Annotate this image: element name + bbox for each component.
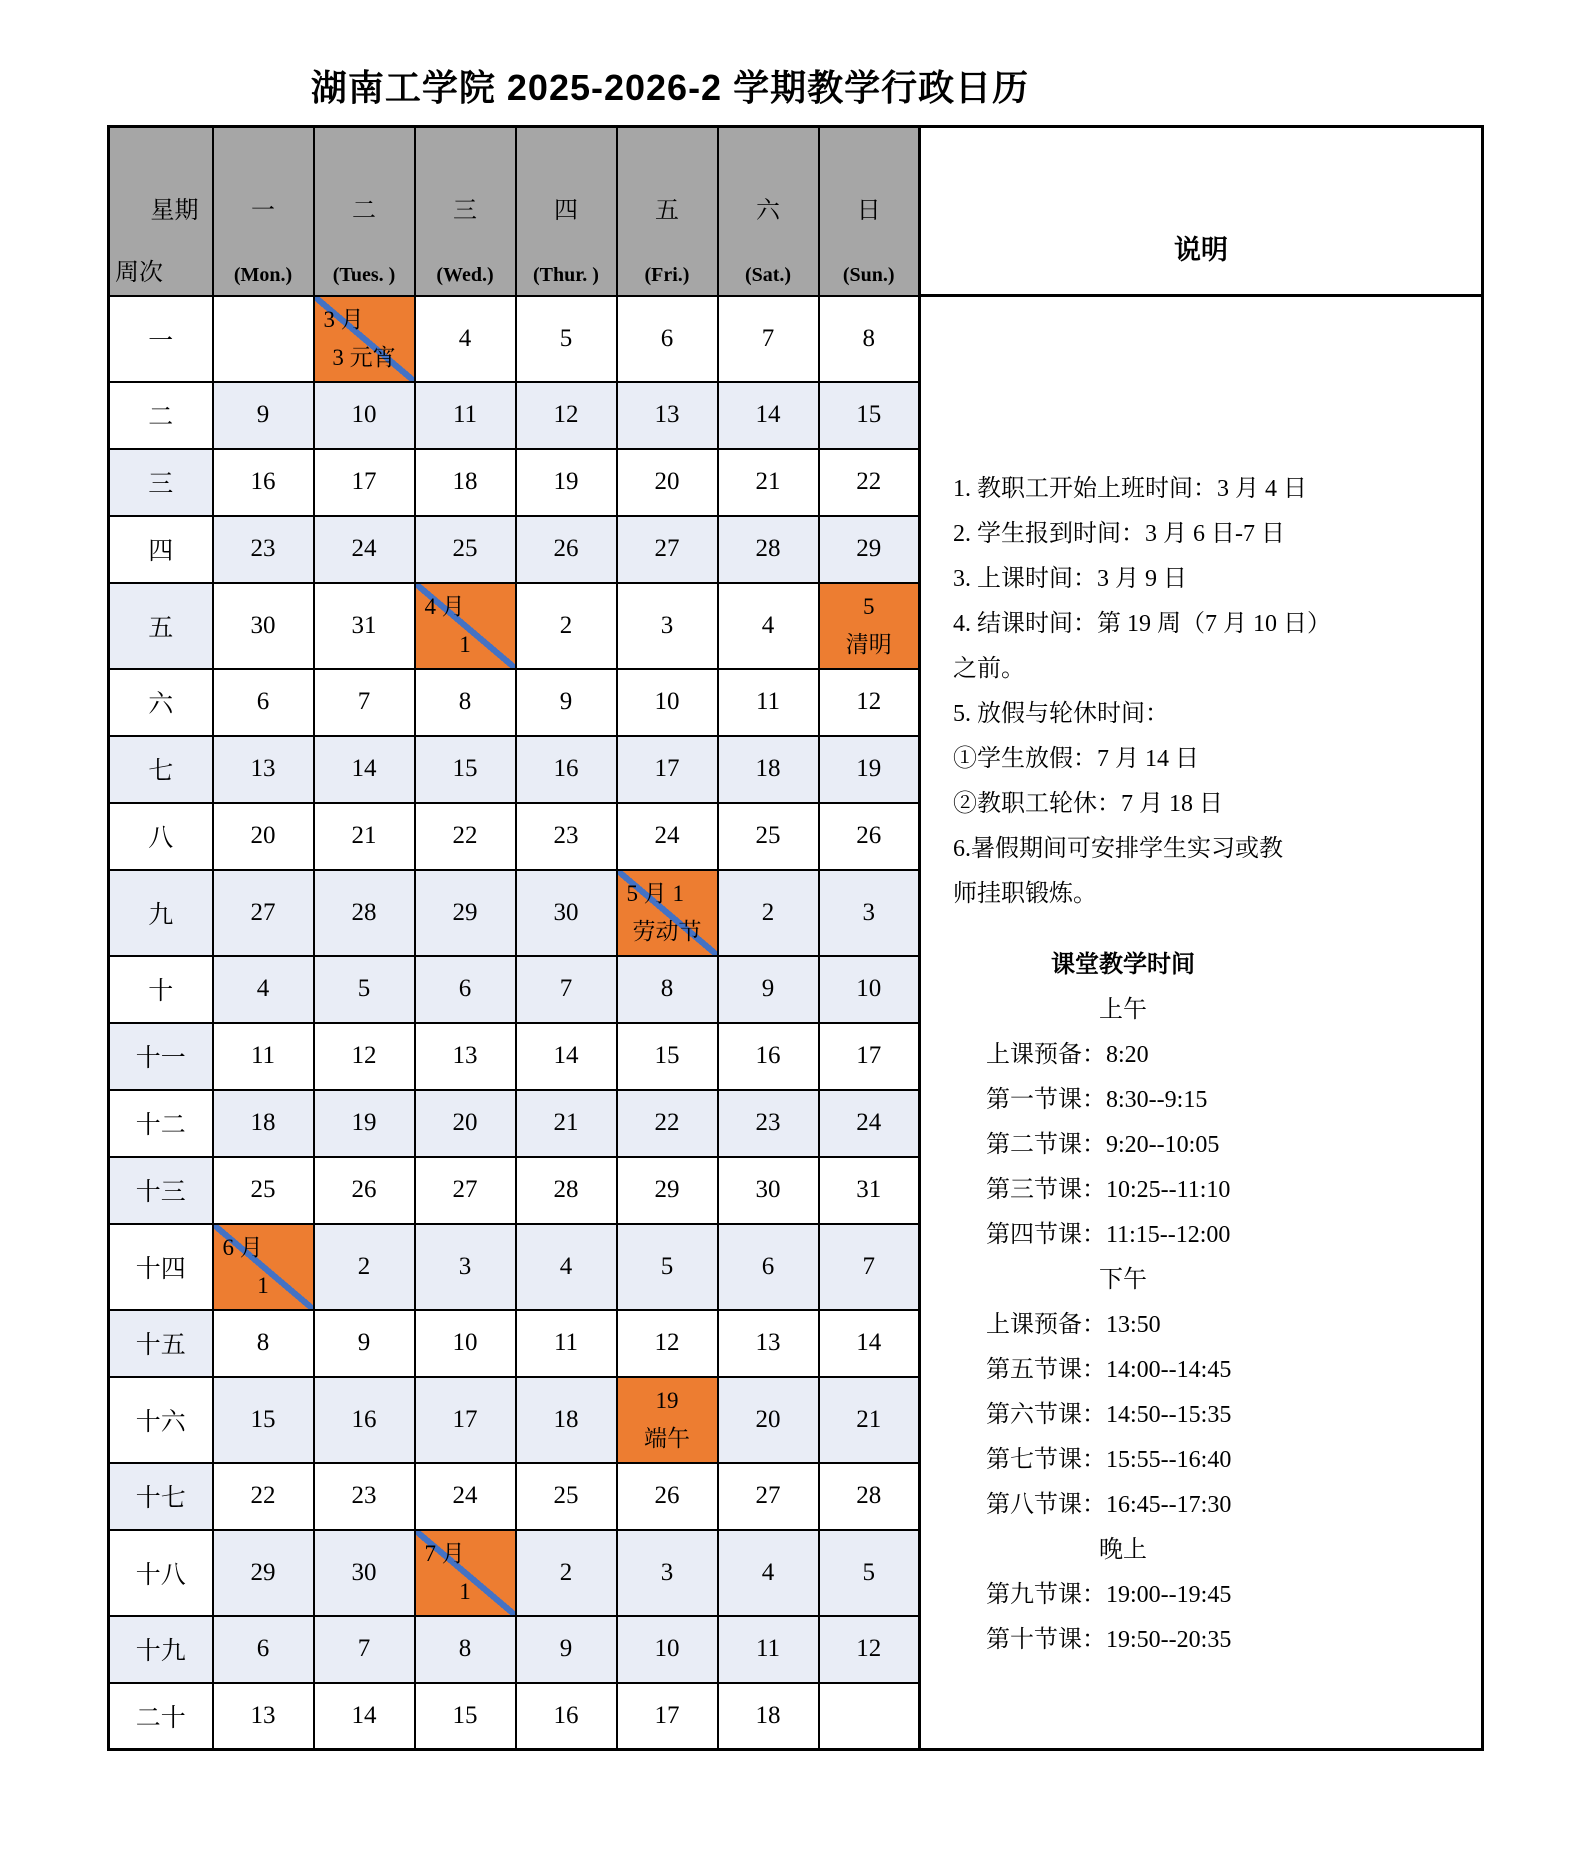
day-cell: 17 [617, 1683, 718, 1750]
holiday-line2: 1 [459, 631, 471, 657]
day-cell: 18 [516, 1377, 617, 1463]
notes-line: ②教职工轮休：7 月 18 日 [953, 791, 1223, 817]
notes-line: 1. 教职工开始上班时间：3 月 4 日 [953, 476, 1307, 502]
day-header-tue [314, 127, 415, 296]
notes-line: 师挂职锻炼。 [953, 881, 1097, 907]
week-label: 十七 [109, 1463, 213, 1530]
day-cell: 18 [213, 1090, 314, 1157]
day-cell: 18 [415, 449, 516, 516]
holiday-cell [617, 1377, 718, 1463]
notes-line: 第二节课：9:20--10:05 [986, 1132, 1220, 1158]
day-cell: 6 [213, 1616, 314, 1683]
week-label: 十九 [109, 1616, 213, 1683]
day-cell: 6 [718, 1224, 819, 1310]
notes-line: 3. 上课时间：3 月 9 日 [953, 566, 1187, 592]
day-cell: 2 [516, 1530, 617, 1616]
notes-line: 第七节课：15:55--16:40 [986, 1447, 1232, 1473]
day-cell [213, 296, 314, 382]
day-cell: 19 [819, 736, 920, 803]
day-cell: 6 [617, 296, 718, 382]
day-cell: 10 [819, 956, 920, 1023]
day-cell: 13 [617, 382, 718, 449]
day-cell: 7 [516, 956, 617, 1023]
week-axis-label: 周次 [115, 259, 163, 286]
week-label: 四 [109, 516, 213, 583]
day-cell: 4 [415, 296, 516, 382]
day-cell: 4 [718, 583, 819, 669]
holiday-line2: 清明 [845, 631, 892, 657]
notes-line: 第四节课：11:15--12:00 [986, 1222, 1231, 1248]
day-cell: 12 [314, 1023, 415, 1090]
day-cell: 10 [314, 382, 415, 449]
day-cell: 11 [213, 1023, 314, 1090]
day-header-cn-label: 六 [756, 198, 780, 224]
day-cell: 26 [516, 516, 617, 583]
day-cell: 5 [617, 1224, 718, 1310]
day-cell: 28 [516, 1157, 617, 1224]
day-cell: 3 [617, 1530, 718, 1616]
day-cell: 26 [819, 803, 920, 870]
day-header-en-label: (Tues. ) [332, 263, 396, 286]
day-header-fri [617, 127, 718, 296]
notes-line: ①学生放假：7 月 14 日 [953, 746, 1199, 772]
day-cell: 26 [617, 1463, 718, 1530]
day-cell: 12 [516, 382, 617, 449]
day-cell: 16 [213, 449, 314, 516]
day-cell: 5 [819, 1530, 920, 1616]
day-cell: 4 [718, 1530, 819, 1616]
holiday-cell [617, 870, 718, 956]
day-cell [819, 1683, 920, 1750]
notes-line: 2. 学生报到时间：3 月 6 日-7 日 [953, 521, 1285, 547]
day-cell: 11 [718, 1616, 819, 1683]
holiday-cell [415, 1530, 516, 1616]
week-label: 十 [109, 956, 213, 1023]
holiday-cell [314, 296, 415, 382]
day-cell: 31 [314, 583, 415, 669]
day-cell: 27 [213, 870, 314, 956]
day-header-cn-label: 五 [655, 198, 679, 224]
week-label: 十一 [109, 1023, 213, 1090]
day-cell: 24 [415, 1463, 516, 1530]
day-cell: 23 [314, 1463, 415, 1530]
day-header-cn-label: 二 [352, 198, 376, 224]
day-header-en-label: (Sat.) [744, 263, 792, 286]
holiday-line2: 1 [257, 1272, 269, 1298]
week-label: 八 [109, 803, 213, 870]
notes-line [953, 917, 1463, 943]
holiday-line1: 7 月 [424, 1540, 465, 1566]
day-cell: 7 [718, 296, 819, 382]
week-label: 十八 [109, 1530, 213, 1616]
day-cell: 14 [314, 736, 415, 803]
day-cell: 12 [617, 1310, 718, 1377]
day-cell: 23 [718, 1090, 819, 1157]
notes-line: 6.暑假期间可安排学生实习或教 [953, 836, 1283, 862]
day-cell: 6 [213, 669, 314, 736]
day-cell: 7 [314, 669, 415, 736]
holiday-line1: 4 月 [424, 593, 465, 619]
day-cell: 27 [415, 1157, 516, 1224]
holiday-line2: 3 元宵 [332, 344, 396, 370]
day-cell: 11 [415, 382, 516, 449]
day-cell: 5 [314, 956, 415, 1023]
day-cell: 23 [516, 803, 617, 870]
notes-line: 之前。 [953, 656, 1025, 682]
day-cell: 15 [617, 1023, 718, 1090]
day-cell: 9 [314, 1310, 415, 1377]
calendar-table [107, 125, 1484, 1751]
day-cell: 10 [617, 669, 718, 736]
day-cell: 20 [415, 1090, 516, 1157]
day-header-en-label: (Thur. ) [533, 263, 599, 286]
week-label: 二十 [109, 1683, 213, 1750]
day-cell: 15 [415, 1683, 516, 1750]
day-cell: 3 [617, 583, 718, 669]
day-header-cn-label: 三 [453, 198, 477, 224]
week-label: 六 [109, 669, 213, 736]
day-cell: 26 [314, 1157, 415, 1224]
day-cell: 27 [617, 516, 718, 583]
day-cell: 4 [213, 956, 314, 1023]
day-cell: 8 [819, 296, 920, 382]
day-cell: 12 [819, 1616, 920, 1683]
day-cell: 9 [516, 669, 617, 736]
day-cell: 29 [819, 516, 920, 583]
day-cell: 23 [213, 516, 314, 583]
day-cell: 17 [415, 1377, 516, 1463]
header-row [109, 127, 1483, 296]
notes-line: 第八节课：16:45--17:30 [986, 1492, 1232, 1518]
day-cell: 14 [516, 1023, 617, 1090]
day-header-en-label: (Wed.) [436, 263, 494, 286]
day-cell: 22 [617, 1090, 718, 1157]
day-cell: 28 [819, 1463, 920, 1530]
day-cell: 4 [516, 1224, 617, 1310]
day-cell: 17 [314, 449, 415, 516]
day-cell: 8 [617, 956, 718, 1023]
holiday-line1: 5 [863, 593, 875, 619]
day-cell: 14 [314, 1683, 415, 1750]
day-cell: 2 [718, 870, 819, 956]
holiday-line1: 3 月 [323, 306, 364, 332]
notes-header-label: 说明 [1174, 235, 1228, 265]
day-cell: 9 [718, 956, 819, 1023]
notes-line: 第十节课：19:50--20:35 [986, 1627, 1232, 1653]
notes-box [921, 297, 1481, 1663]
day-cell: 7 [819, 1224, 920, 1310]
day-header-en-label: (Mon.) [233, 263, 293, 286]
day-cell: 29 [617, 1157, 718, 1224]
week-label: 七 [109, 736, 213, 803]
holiday-line1: 5 月 1 [626, 880, 684, 906]
day-cell: 22 [819, 449, 920, 516]
day-cell: 16 [314, 1377, 415, 1463]
notes-line: 4. 结课时间：第 19 周（7 月 10 日） [953, 611, 1331, 637]
day-cell: 3 [819, 870, 920, 956]
day-cell: 15 [415, 736, 516, 803]
week-label: 二 [109, 382, 213, 449]
week-row [109, 296, 1483, 382]
day-header-mon [213, 127, 314, 296]
weekday-axis-label: 星期 [150, 198, 199, 224]
day-header-en-label: (Sun.) [842, 263, 895, 286]
notes-line: 下午 [1099, 1267, 1147, 1293]
day-cell: 30 [213, 583, 314, 669]
day-cell: 16 [516, 1683, 617, 1750]
holiday-cell [819, 583, 920, 669]
day-cell: 3 [415, 1224, 516, 1310]
day-cell: 24 [617, 803, 718, 870]
notes-line: 上课预备：13:50 [986, 1312, 1161, 1338]
page-title: 湖南工学院 2025-2026-2 学期教学行政日历 [310, 67, 1030, 108]
holiday-line2: 劳动节 [632, 918, 702, 944]
day-cell: 27 [718, 1463, 819, 1530]
day-cell: 12 [819, 669, 920, 736]
day-cell: 11 [516, 1310, 617, 1377]
day-cell: 11 [718, 669, 819, 736]
day-cell: 13 [415, 1023, 516, 1090]
day-cell: 10 [415, 1310, 516, 1377]
day-cell: 25 [718, 803, 819, 870]
holiday-line1: 19 [655, 1387, 679, 1413]
day-cell: 8 [213, 1310, 314, 1377]
day-cell: 19 [516, 449, 617, 516]
notes-line: 课堂教学时间 [1051, 952, 1195, 978]
holiday-cell [415, 583, 516, 669]
week-label: 九 [109, 870, 213, 956]
day-cell: 30 [516, 870, 617, 956]
notes-cell [920, 296, 1483, 1750]
day-cell: 25 [213, 1157, 314, 1224]
day-cell: 2 [314, 1224, 415, 1310]
day-cell: 16 [516, 736, 617, 803]
notes-line: 上午 [1099, 997, 1147, 1023]
day-cell: 17 [819, 1023, 920, 1090]
day-cell: 31 [819, 1157, 920, 1224]
day-cell: 2 [516, 583, 617, 669]
day-header-cn-label: 一 [251, 198, 275, 224]
day-header-en-label: (Fri.) [644, 263, 690, 286]
week-label: 十六 [109, 1377, 213, 1463]
day-cell: 29 [415, 870, 516, 956]
day-header-thu [516, 127, 617, 296]
day-cell: 14 [718, 382, 819, 449]
day-cell: 10 [617, 1616, 718, 1683]
notes-line: 上课预备：8:20 [986, 1042, 1149, 1068]
notes-line: 第一节课：8:30--9:15 [986, 1087, 1208, 1113]
day-cell: 18 [718, 736, 819, 803]
day-cell: 22 [415, 803, 516, 870]
week-label: 三 [109, 449, 213, 516]
week-label: 十二 [109, 1090, 213, 1157]
week-label: 十四 [109, 1224, 213, 1310]
notes-line: 晚上 [1099, 1537, 1147, 1563]
holiday-line2: 端午 [644, 1425, 690, 1451]
day-cell: 20 [617, 449, 718, 516]
day-cell: 21 [314, 803, 415, 870]
day-cell: 30 [718, 1157, 819, 1224]
day-cell: 9 [213, 382, 314, 449]
day-cell: 24 [314, 516, 415, 583]
day-cell: 7 [314, 1616, 415, 1683]
day-cell: 13 [213, 1683, 314, 1750]
notes-line: 第九节课：19:00--19:45 [986, 1582, 1232, 1608]
week-label: 五 [109, 583, 213, 669]
week-label: 一 [109, 296, 213, 382]
notes-line: 5. 放假与轮休时间： [953, 701, 1169, 727]
day-cell: 28 [718, 516, 819, 583]
day-cell: 15 [819, 382, 920, 449]
day-cell: 8 [415, 669, 516, 736]
day-cell: 21 [819, 1377, 920, 1463]
day-cell: 20 [213, 803, 314, 870]
corner-header-cell [109, 127, 213, 296]
day-cell: 28 [314, 870, 415, 956]
day-header-cn-label: 日 [856, 198, 881, 224]
day-cell: 21 [718, 449, 819, 516]
day-header-cn-label: 四 [554, 198, 578, 224]
day-cell: 13 [213, 736, 314, 803]
day-cell: 14 [819, 1310, 920, 1377]
week-label: 十五 [109, 1310, 213, 1377]
holiday-cell [213, 1224, 314, 1310]
day-cell: 13 [718, 1310, 819, 1377]
day-cell: 18 [718, 1683, 819, 1750]
notes-header-cell [920, 127, 1483, 296]
day-cell: 9 [516, 1616, 617, 1683]
day-cell: 24 [819, 1090, 920, 1157]
day-cell: 29 [213, 1530, 314, 1616]
day-cell: 6 [415, 956, 516, 1023]
day-header-sun [819, 127, 920, 296]
day-header-wed [415, 127, 516, 296]
day-cell: 5 [516, 296, 617, 382]
day-cell: 22 [213, 1463, 314, 1530]
notes-line: 第五节课：14:00--14:45 [986, 1357, 1232, 1383]
day-cell: 25 [415, 516, 516, 583]
day-header-sat [718, 127, 819, 296]
holiday-line2: 1 [459, 1578, 471, 1604]
day-cell: 15 [213, 1377, 314, 1463]
day-cell: 25 [516, 1463, 617, 1530]
day-cell: 21 [516, 1090, 617, 1157]
week-label: 十三 [109, 1157, 213, 1224]
day-cell: 8 [415, 1616, 516, 1683]
day-cell: 17 [617, 736, 718, 803]
notes-line: 第三节课：10:25--11:10 [986, 1177, 1231, 1203]
holiday-line1: 6 月 [222, 1234, 263, 1260]
day-cell: 30 [314, 1530, 415, 1616]
notes-line: 第六节课：14:50--15:35 [986, 1402, 1232, 1428]
day-cell: 19 [314, 1090, 415, 1157]
day-cell: 16 [718, 1023, 819, 1090]
day-cell: 20 [718, 1377, 819, 1463]
